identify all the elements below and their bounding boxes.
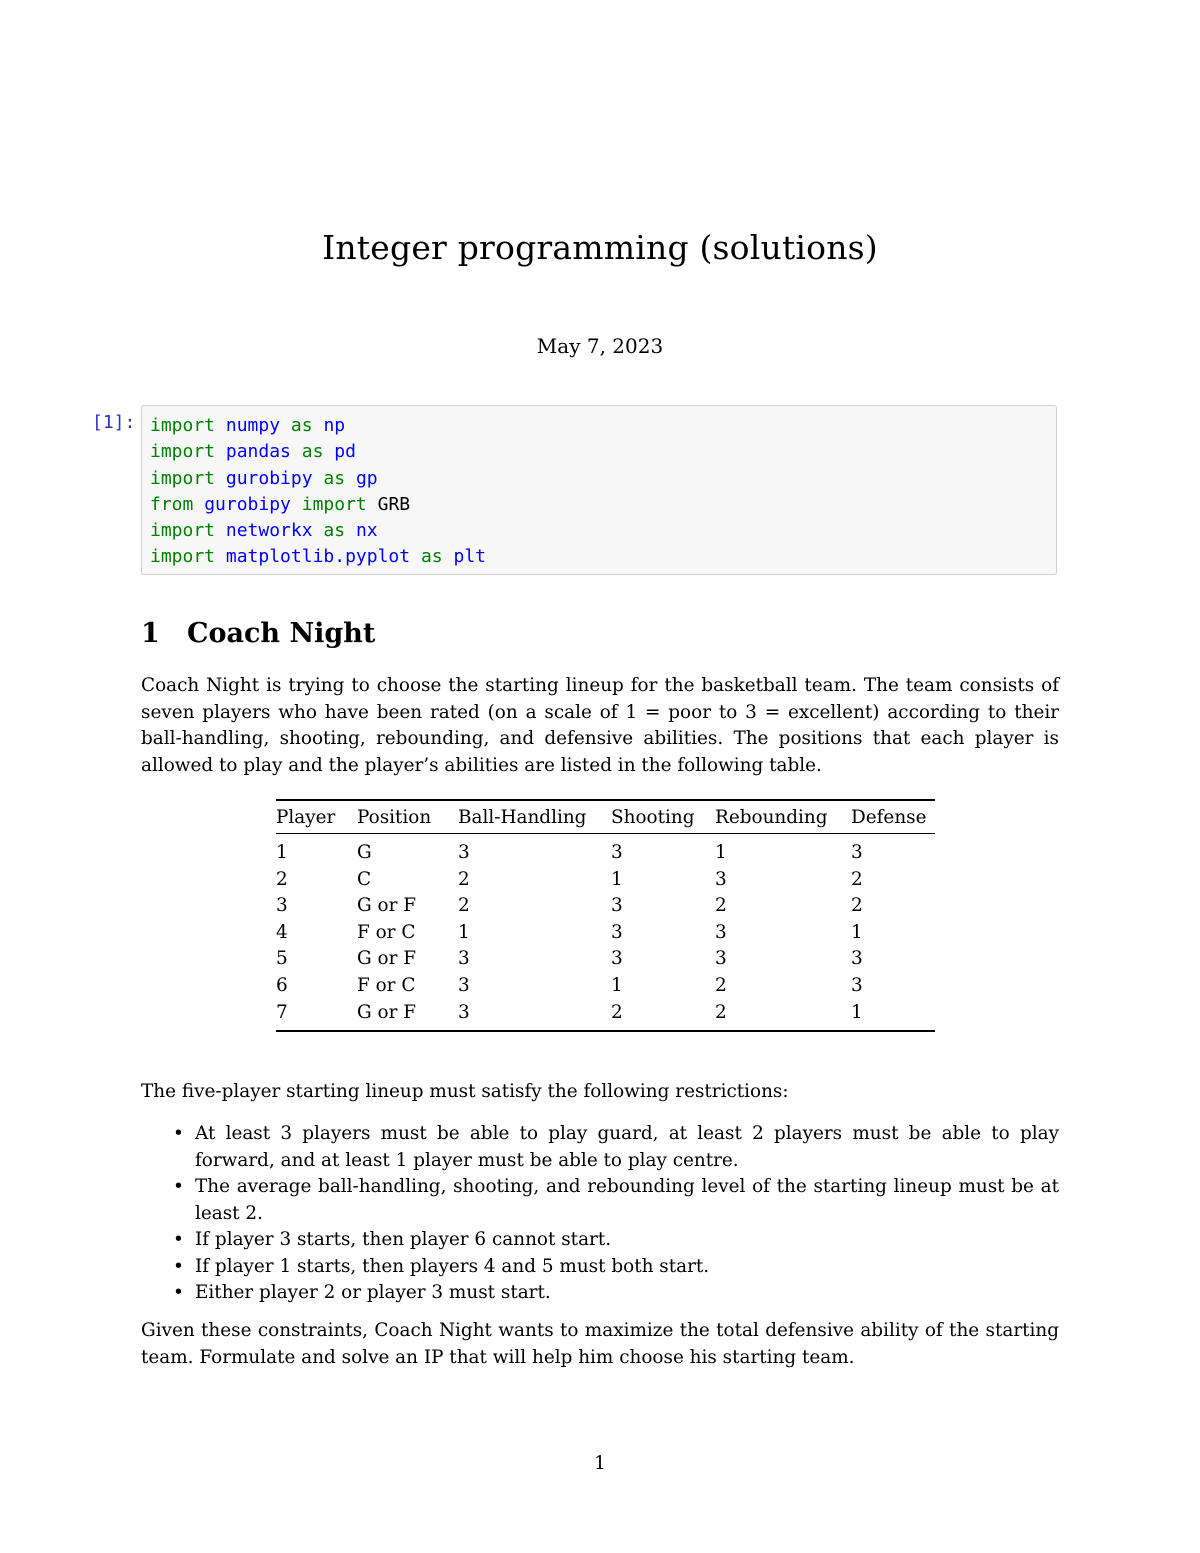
code-token (215, 520, 226, 541)
code-token (280, 415, 291, 436)
table-row (276, 1000, 935, 1032)
table-cell: 3 (715, 948, 727, 970)
table-cell: 3 (458, 842, 470, 863)
document-date: May 7, 2023 (536, 334, 664, 358)
restriction-text: If player 3 starts, then player 6 cannot start. (195, 1229, 612, 1250)
bullet-icon: • (173, 1282, 184, 1303)
code-line (150, 439, 1056, 465)
list-item (141, 1280, 1059, 1307)
code-token: networkx (225, 520, 313, 542)
restriction-text: If player 1 starts, then players 4 and 5 must both start. (195, 1255, 710, 1277)
code-token (443, 546, 454, 567)
restriction-text: The average ball-handling, shooting, and rebounding level of the starting lineup must be at least 2. (195, 1176, 1059, 1224)
table-cell: F or C (357, 974, 416, 996)
code-cell[interactable] (141, 405, 1057, 575)
code-token (313, 415, 324, 436)
table-cell: 2 (715, 1001, 727, 1023)
section-heading (141, 618, 375, 649)
restriction-text: Either player 2 or player 3 must start. (195, 1282, 551, 1303)
table-cell: 2 (458, 868, 470, 890)
player-abilities-table (276, 799, 935, 1032)
page-number: 1 (594, 1453, 606, 1474)
code-token: import (301, 493, 367, 515)
table-cell: 1 (611, 868, 623, 890)
table-cell: 2 (851, 895, 863, 917)
section-number: 1 (141, 618, 160, 649)
table-cell: F or C (357, 921, 416, 943)
code-token: as (301, 441, 324, 463)
table-cell: 3 (458, 948, 470, 970)
code-token (345, 468, 356, 489)
table-cell: 5 (276, 948, 288, 970)
bullet-icon: • (173, 1176, 184, 1197)
code-token: from (150, 493, 194, 515)
code-line (150, 466, 1056, 492)
code-token: np (323, 415, 346, 436)
table-cell: 1 (458, 921, 470, 943)
table-cell: 2 (276, 868, 288, 890)
table-cell: 3 (715, 921, 727, 943)
section-title: Coach Night (187, 618, 376, 649)
restrictions-list (141, 1121, 1059, 1307)
table-cell: C (357, 868, 372, 890)
code-token: import (150, 546, 216, 568)
table-cell: 3 (851, 948, 863, 970)
table-cell: G or F (357, 948, 417, 970)
table-row (276, 973, 935, 1000)
code-token (345, 520, 356, 541)
code-token: as (290, 415, 313, 436)
bullet-icon: • (173, 1229, 184, 1250)
column-header: Shooting (611, 800, 715, 834)
column-header: Rebounding (715, 800, 851, 834)
table-cell: G (357, 842, 372, 863)
table-row (276, 893, 935, 920)
table-cell: 4 (276, 921, 288, 943)
code-token (215, 468, 226, 489)
code-token (291, 441, 302, 462)
restriction-text: At least 3 players must be able to play guard, at least 2 players must be able to play forward, and at least 1 player must be able to play centre. (195, 1123, 1059, 1171)
code-token (215, 546, 226, 567)
table-cell: 1 (851, 1001, 863, 1023)
code-token: plt (453, 546, 486, 568)
table-cell: G or F (357, 895, 417, 917)
restrictions-intro: The five-player starting lineup must satisfy the following restrictions: (141, 1081, 789, 1102)
list-item (141, 1227, 1059, 1254)
table-cell: 3 (458, 1001, 470, 1023)
code-token: as (323, 467, 346, 489)
code-token: pandas (225, 441, 291, 463)
code-token: matplotlib.pyplot (225, 546, 411, 568)
table-cell: 3 (851, 974, 863, 996)
column-header: Ball-Handling (458, 800, 611, 834)
conclusion-paragraph: Given these constraints, Coach Night wants to maximize the total defensive ability of the starting team. Formulate and solve an IP that will help him choose his starting team. (141, 1320, 1059, 1368)
table-cell: 2 (715, 974, 727, 996)
code-token (313, 468, 324, 489)
table-cell: 3 (851, 842, 863, 863)
code-token: import (150, 441, 216, 463)
code-token (410, 546, 421, 567)
table-cell: 3 (715, 868, 727, 890)
list-item (141, 1174, 1059, 1227)
table-cell: 7 (276, 1001, 288, 1023)
bullet-icon: • (173, 1123, 184, 1144)
table-cell: 3 (458, 974, 470, 996)
table-cell: 2 (611, 1001, 623, 1023)
code-line (150, 518, 1056, 544)
code-token (193, 494, 204, 515)
code-token: as (420, 546, 443, 568)
table-row (276, 834, 935, 867)
table-row (276, 920, 935, 947)
list-item (141, 1121, 1059, 1174)
code-token: numpy (225, 415, 281, 436)
code-token: nx (355, 520, 378, 542)
table-cell: 3 (611, 895, 623, 917)
code-token: gp (355, 467, 378, 489)
code-token (291, 494, 302, 515)
table-cell: 6 (276, 974, 288, 996)
table-header-row (276, 800, 935, 834)
table-cell: 1 (611, 974, 623, 996)
table-cell: 1 (715, 842, 727, 863)
code-token: gurobipy (204, 493, 291, 515)
code-token: import (150, 415, 216, 436)
document-title: Integer programming (solutions) (322, 228, 878, 267)
code-token: as (323, 520, 346, 542)
code-token (215, 441, 226, 462)
column-header: Defense (851, 800, 935, 834)
code-token: GRB (366, 493, 411, 515)
table-cell: G or F (357, 1001, 417, 1023)
table-cell: 2 (458, 895, 470, 917)
column-header: Player (276, 800, 357, 834)
code-line (150, 492, 1056, 518)
table-cell: 2 (715, 895, 727, 917)
bullet-icon: • (173, 1255, 184, 1277)
table-row (276, 867, 935, 894)
code-token: pd (334, 441, 356, 463)
table-cell: 3 (611, 921, 623, 943)
intro-paragraph: Coach Night is trying to choose the starting lineup for the basketball team. The team consists of seven players who have been rated (on a scale of 1 = poor to 3 = excellent) according to their ball-handling, shooting, rebounding, and defensive abilities. The positions that each player is allowed to play and the player’s abilities are listed in the following table. (141, 675, 1059, 776)
code-token: gurobipy (225, 467, 313, 489)
code-token: import (150, 467, 216, 489)
table-cell: 3 (276, 895, 288, 917)
table-row (276, 946, 935, 973)
table-cell: 1 (851, 921, 863, 943)
code-line (150, 413, 1056, 439)
code-token (313, 520, 324, 541)
code-token (323, 441, 334, 462)
table-cell: 2 (851, 868, 863, 890)
table-cell: 3 (611, 948, 623, 970)
cell-prompt: [1]: (92, 412, 136, 433)
code-token (215, 415, 226, 436)
table-cell: 3 (611, 842, 623, 863)
code-token: import (150, 520, 216, 542)
column-header: Position (357, 800, 458, 834)
list-item (141, 1254, 1059, 1281)
table-cell: 1 (276, 842, 288, 863)
code-line (150, 544, 1056, 570)
